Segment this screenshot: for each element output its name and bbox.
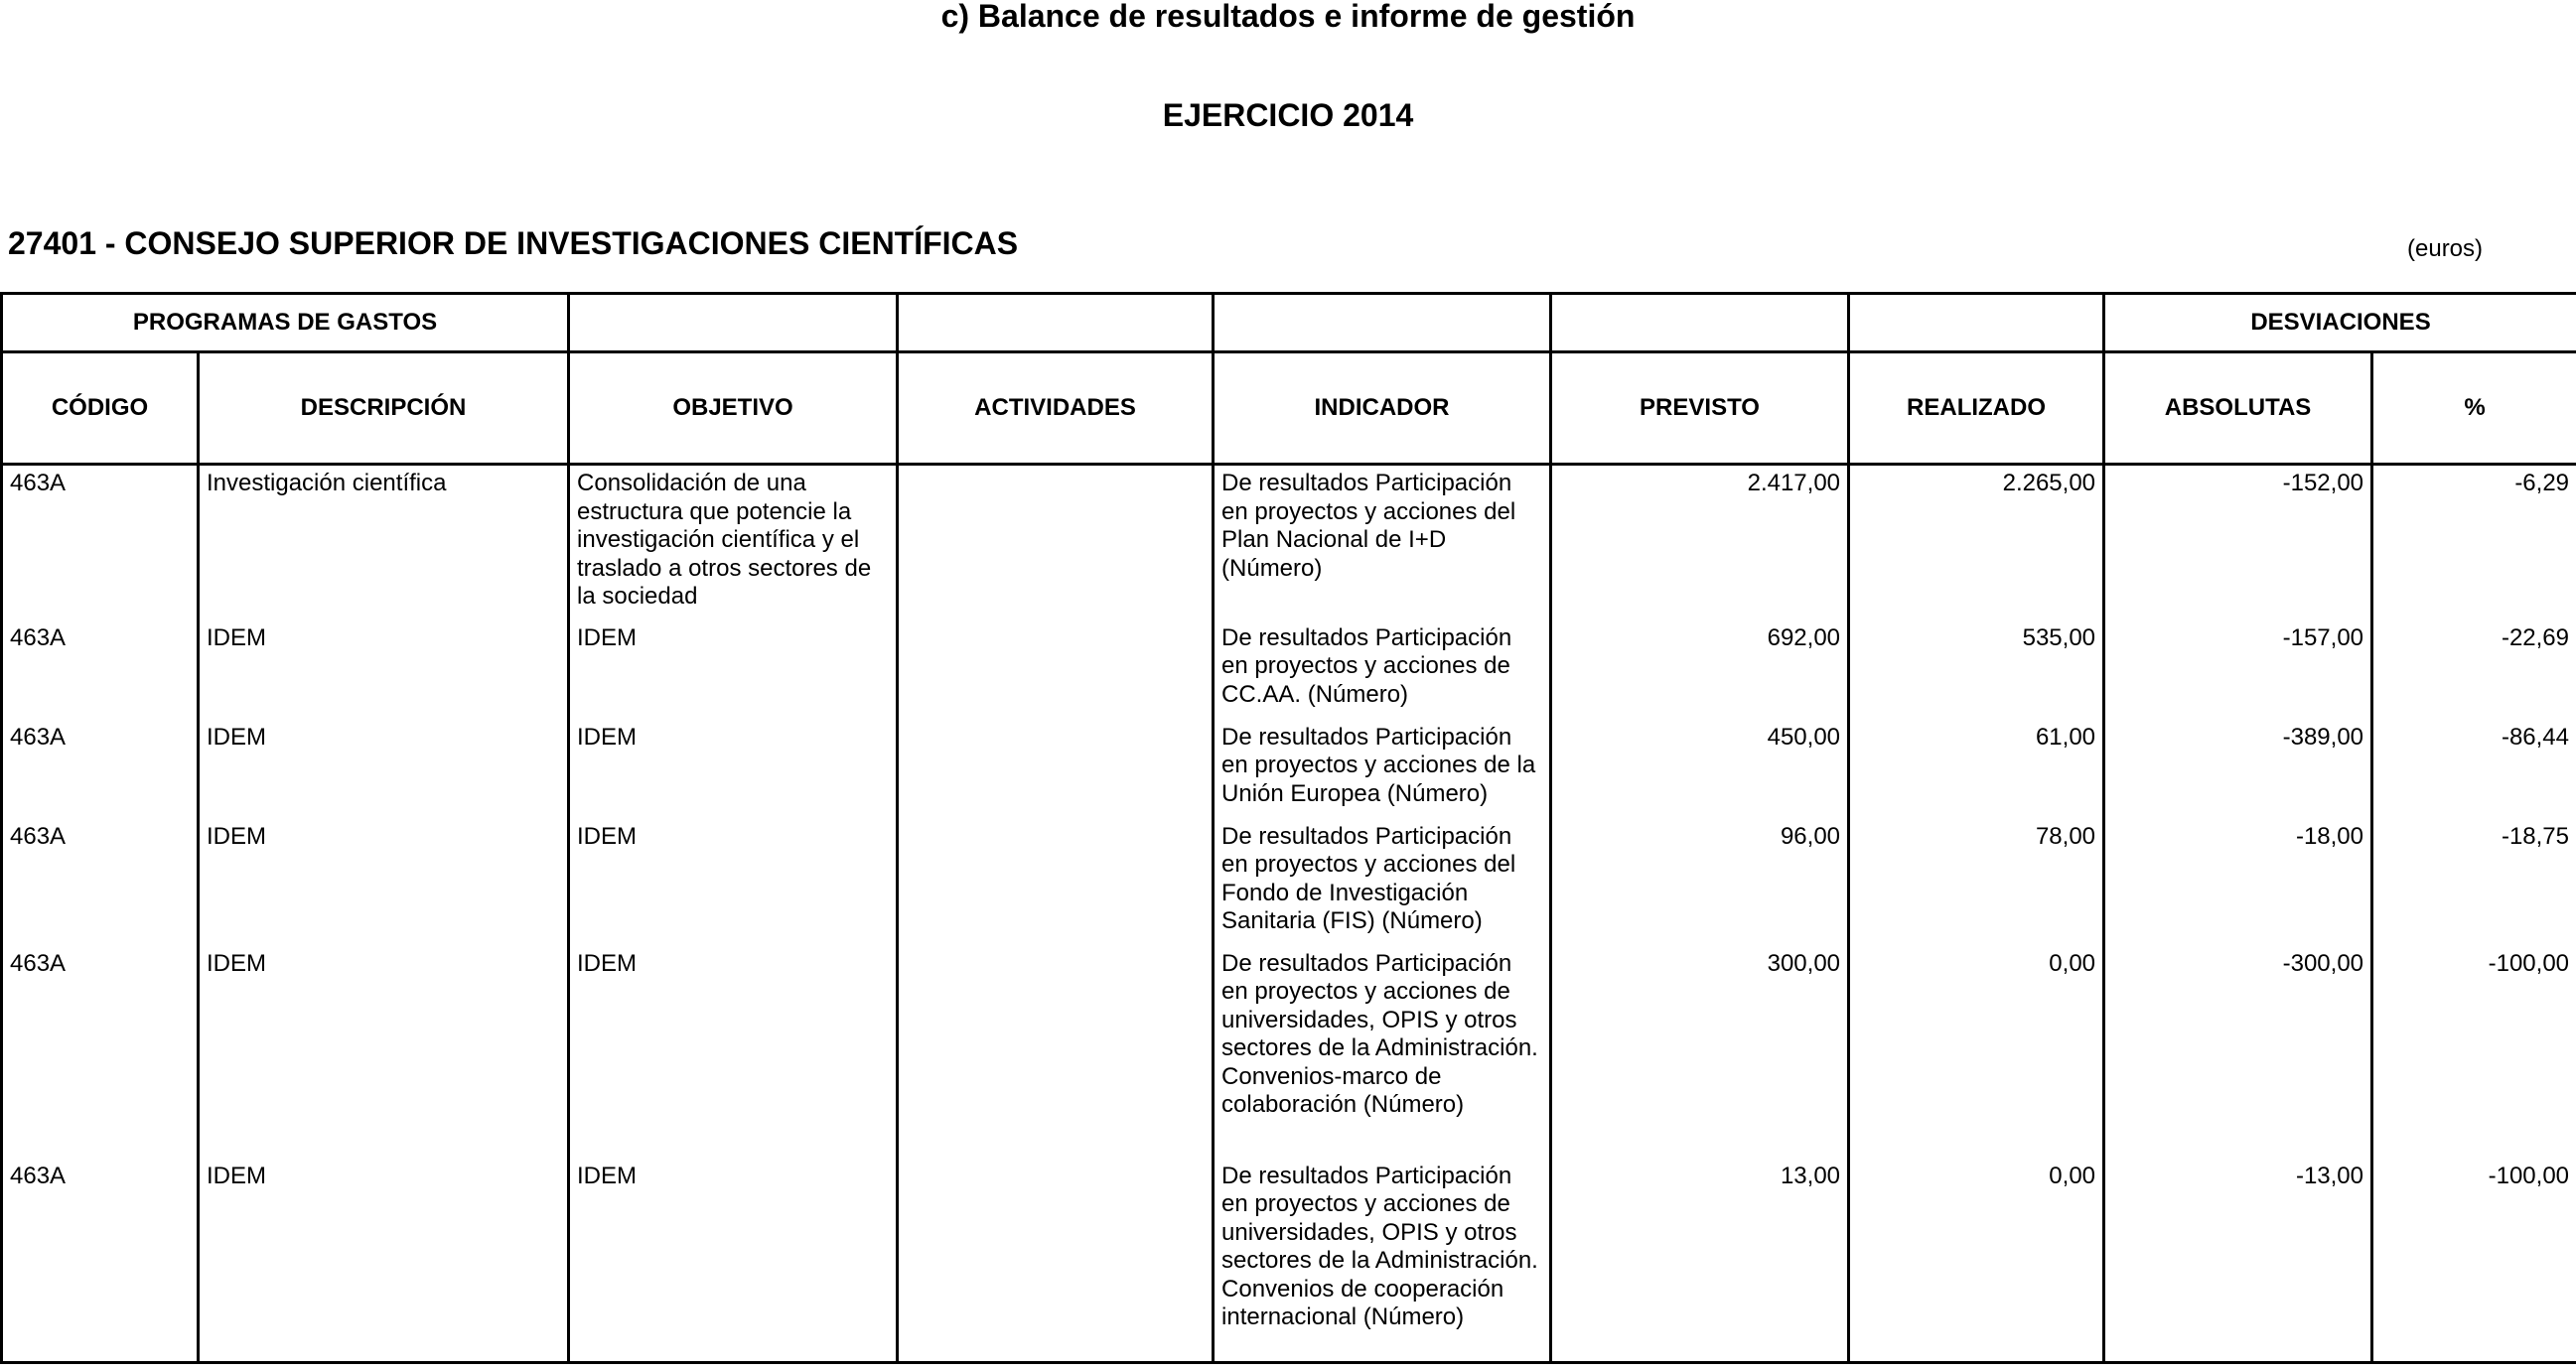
- column-header-row: [2, 352, 2576, 465]
- cell-absolutas: -157,00: [2104, 620, 2372, 720]
- cell-indicador: De resultados Participación en proyectos y acciones de universidades, OPIS y otros sectores de la Administración. Convenios-marco de colaboración (Número): [1214, 946, 1551, 1159]
- group-header-empty: [1214, 294, 1551, 352]
- table-row: [2, 720, 2576, 819]
- cell-actividades: [898, 620, 1214, 720]
- cell-descripcion: IDEM: [199, 819, 569, 946]
- cell-actividades: [898, 819, 1214, 946]
- cell-realizado: 78,00: [1849, 819, 2104, 946]
- cell-porcentaje: -86,44: [2372, 720, 2576, 819]
- cell-realizado: 535,00: [1849, 620, 2104, 720]
- cell-previsto: 300,00: [1551, 946, 1849, 1159]
- column-header-codigo: CÓDIGO: [2, 352, 199, 465]
- column-header-porcentaje: %: [2372, 352, 2576, 465]
- column-header-absolutas: ABSOLUTAS: [2104, 352, 2372, 465]
- cell-realizado: 2.265,00: [1849, 465, 2104, 620]
- column-header-indicador: INDICADOR: [1214, 352, 1551, 465]
- cell-previsto: 2.417,00: [1551, 465, 1849, 620]
- column-header-objetivo: OBJETIVO: [569, 352, 898, 465]
- cell-previsto: 13,00: [1551, 1159, 1849, 1363]
- cell-codigo: 463A: [2, 819, 199, 946]
- cell-absolutas: -152,00: [2104, 465, 2372, 620]
- column-header-actividades: ACTIVIDADES: [898, 352, 1214, 465]
- units-label: (euros): [2407, 235, 2484, 262]
- cell-porcentaje: -100,00: [2372, 1159, 2576, 1363]
- cell-indicador: De resultados Participación en proyectos y acciones del Plan Nacional de I+D (Número): [1214, 465, 1551, 620]
- cell-descripcion: Investigación científica: [199, 465, 569, 620]
- group-header-empty: [1551, 294, 1849, 352]
- cell-actividades: [898, 465, 1214, 620]
- cell-indicador: De resultados Participación en proyectos y acciones de universidades, OPIS y otros sectores de la Administración. Convenios de cooperación internacional (Número): [1214, 1159, 1551, 1363]
- table-row: [2, 946, 2576, 1159]
- cell-absolutas: -18,00: [2104, 819, 2372, 946]
- cell-realizado: 61,00: [1849, 720, 2104, 819]
- cell-porcentaje: -22,69: [2372, 620, 2576, 720]
- cell-absolutas: -300,00: [2104, 946, 2372, 1159]
- cell-objetivo: Consolidación de una estructura que potencie la investigación científica y el traslado a otros sectores de la sociedad: [569, 465, 898, 620]
- cell-realizado: 0,00: [1849, 946, 2104, 1159]
- cell-actividades: [898, 720, 1214, 819]
- cell-previsto: 692,00: [1551, 620, 1849, 720]
- cell-porcentaje: -6,29: [2372, 465, 2576, 620]
- cell-objetivo: IDEM: [569, 819, 898, 946]
- cell-previsto: 96,00: [1551, 819, 1849, 946]
- group-header-empty: [569, 294, 898, 352]
- table-row: [2, 1159, 2576, 1363]
- group-header-desviaciones: DESVIACIONES: [2104, 294, 2576, 352]
- cell-codigo: 463A: [2, 465, 199, 620]
- cell-absolutas: -13,00: [2104, 1159, 2372, 1363]
- group-header-empty: [1849, 294, 2104, 352]
- cell-indicador: De resultados Participación en proyectos y acciones de la Unión Europea (Número): [1214, 720, 1551, 819]
- page-title: c) Balance de resultados e informe de gestión: [940, 0, 1636, 34]
- cell-realizado: 0,00: [1849, 1159, 2104, 1363]
- column-header-previsto: PREVISTO: [1551, 352, 1849, 465]
- cell-codigo: 463A: [2, 720, 199, 819]
- cell-indicador: De resultados Participación en proyectos y acciones del Fondo de Investigación Sanitaria (FIS) (Número): [1214, 819, 1551, 946]
- cell-descripcion: IDEM: [199, 946, 569, 1159]
- cell-codigo: 463A: [2, 946, 199, 1159]
- cell-actividades: [898, 1159, 1214, 1363]
- cell-codigo: 463A: [2, 1159, 199, 1363]
- cell-porcentaje: -100,00: [2372, 946, 2576, 1159]
- column-header-descripcion: DESCRIPCIÓN: [199, 352, 569, 465]
- cell-descripcion: IDEM: [199, 1159, 569, 1363]
- group-header-row: [2, 294, 2576, 352]
- cell-objetivo: IDEM: [569, 620, 898, 720]
- cell-actividades: [898, 946, 1214, 1159]
- group-header-empty: [898, 294, 1214, 352]
- cell-previsto: 450,00: [1551, 720, 1849, 819]
- cell-absolutas: -389,00: [2104, 720, 2372, 819]
- cell-descripcion: IDEM: [199, 620, 569, 720]
- exercise-title: EJERCICIO 2014: [1162, 97, 1414, 133]
- organization-title: 27401 - CONSEJO SUPERIOR DE INVESTIGACIONES CIENTÍFICAS: [8, 225, 1019, 261]
- cell-objetivo: IDEM: [569, 946, 898, 1159]
- results-table: [0, 292, 2576, 1364]
- column-header-realizado: REALIZADO: [1849, 352, 2104, 465]
- cell-objetivo: IDEM: [569, 720, 898, 819]
- table-row: [2, 620, 2576, 720]
- cell-descripcion: IDEM: [199, 720, 569, 819]
- group-header-programas: PROGRAMAS DE GASTOS: [2, 294, 569, 352]
- table-row: [2, 819, 2576, 946]
- table-row: [2, 465, 2576, 620]
- cell-codigo: 463A: [2, 620, 199, 720]
- cell-indicador: De resultados Participación en proyectos y acciones de CC.AA. (Número): [1214, 620, 1551, 720]
- cell-objetivo: IDEM: [569, 1159, 898, 1363]
- cell-porcentaje: -18,75: [2372, 819, 2576, 946]
